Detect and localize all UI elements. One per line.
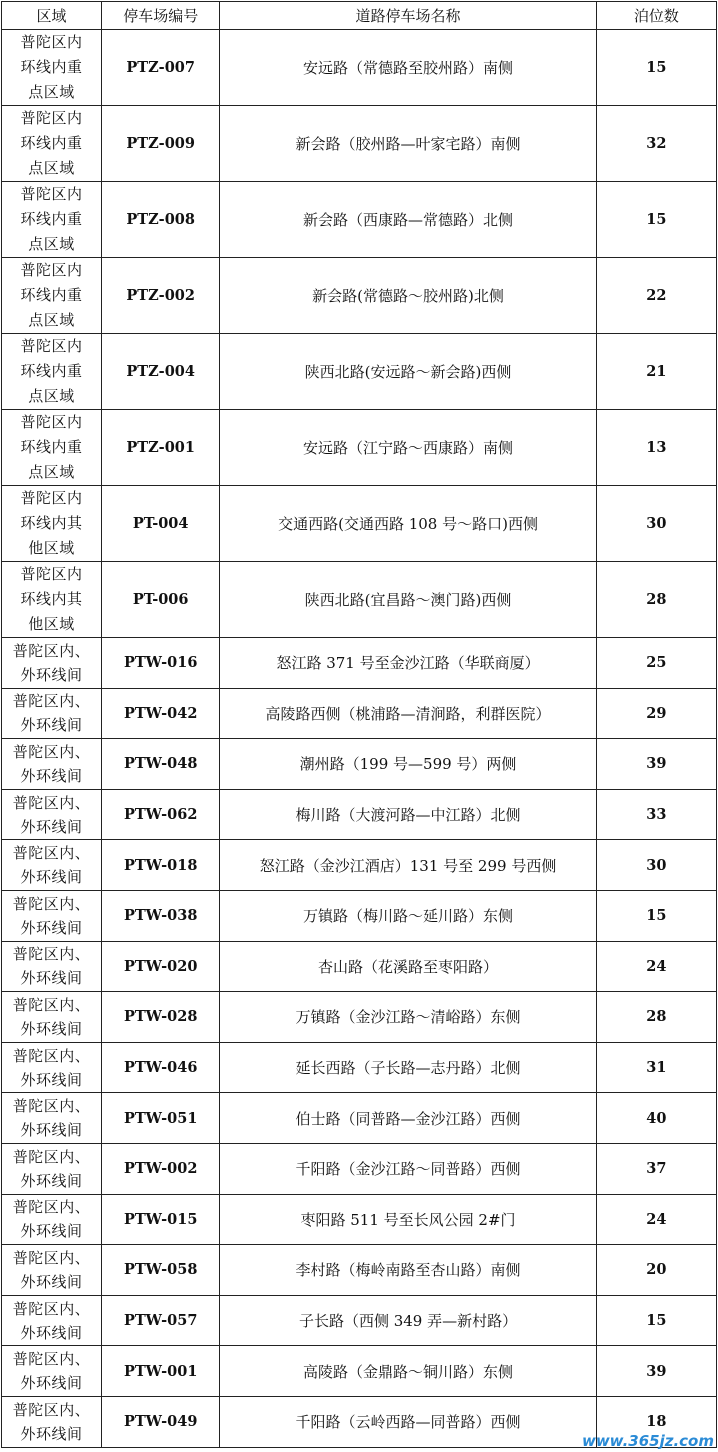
code-cell: PTW-058 bbox=[102, 1245, 220, 1296]
table-row bbox=[2, 1245, 717, 1296]
table-row bbox=[2, 1093, 717, 1144]
region-line: 普陀区内、 bbox=[12, 894, 91, 913]
code-cell: PTZ-008 bbox=[102, 182, 220, 258]
region-line: 普陀区内、 bbox=[12, 692, 91, 711]
table-row bbox=[2, 334, 717, 410]
count-cell: 13 bbox=[596, 410, 716, 486]
count-cell: 37 bbox=[596, 1143, 716, 1194]
table-row bbox=[2, 941, 717, 992]
count-cell: 15 bbox=[596, 890, 716, 941]
region-line: 环线内重 bbox=[20, 362, 83, 380]
region-line: 环线内其 bbox=[20, 590, 83, 608]
region-line: 外环线间 bbox=[20, 1424, 83, 1443]
name-cell: 怒江路 371 号至金沙江路（华联商厦） bbox=[220, 638, 597, 689]
region-line: 普陀区内 bbox=[20, 109, 83, 127]
name-cell: 怒江路（金沙江酒店）131 号至 299 号西侧 bbox=[220, 840, 597, 891]
code-cell: PTW-038 bbox=[102, 890, 220, 941]
region-cell bbox=[2, 688, 102, 739]
region-cell bbox=[2, 840, 102, 891]
code-cell: PTW-028 bbox=[102, 992, 220, 1043]
region-line: 普陀区内、 bbox=[12, 1147, 91, 1166]
region-line: 普陀区内、 bbox=[12, 742, 91, 761]
region-line: 外环线间 bbox=[20, 1374, 83, 1393]
name-cell: 伯士路（同普路—金沙江路）西侧 bbox=[220, 1093, 597, 1144]
region-cell bbox=[2, 486, 102, 562]
region-line: 普陀区内 bbox=[20, 261, 83, 279]
region-cell bbox=[2, 258, 102, 334]
region-cell bbox=[2, 1346, 102, 1397]
table-row bbox=[2, 688, 717, 739]
code-cell: PTZ-009 bbox=[102, 106, 220, 182]
code-cell: PTW-016 bbox=[102, 638, 220, 689]
region-line: 外环线间 bbox=[20, 665, 83, 684]
region-cell bbox=[2, 1396, 102, 1447]
code-cell: PTZ-001 bbox=[102, 410, 220, 486]
region-line: 外环线间 bbox=[20, 1272, 83, 1291]
region-cell bbox=[2, 562, 102, 638]
region-line: 外环线间 bbox=[20, 1323, 83, 1342]
table-row bbox=[2, 182, 717, 258]
name-cell: 陕西北路(安远路～新会路)西侧 bbox=[220, 334, 597, 410]
parking-table bbox=[1, 1, 717, 1448]
region-line: 普陀区内 bbox=[20, 185, 83, 203]
count-cell: 30 bbox=[596, 840, 716, 891]
region-line: 点区域 bbox=[28, 311, 75, 329]
count-cell: 21 bbox=[596, 334, 716, 410]
code-cell: PTW-049 bbox=[102, 1396, 220, 1447]
table-row bbox=[2, 789, 717, 840]
table-row bbox=[2, 30, 717, 106]
count-cell: 20 bbox=[596, 1245, 716, 1296]
header-count: 泊位数 bbox=[596, 2, 716, 30]
name-cell: 子长路（西侧 349 弄—新村路） bbox=[220, 1295, 597, 1346]
name-cell: 交通西路(交通西路 108 号～路口)西侧 bbox=[220, 486, 597, 562]
region-cell bbox=[2, 638, 102, 689]
region-cell bbox=[2, 1143, 102, 1194]
region-cell bbox=[2, 106, 102, 182]
header-row bbox=[2, 2, 717, 30]
count-cell: 32 bbox=[596, 106, 716, 182]
table-row bbox=[2, 992, 717, 1043]
region-line: 普陀区内、 bbox=[12, 995, 91, 1014]
region-line: 环线内重 bbox=[20, 58, 83, 76]
code-cell: PTW-046 bbox=[102, 1042, 220, 1093]
code-cell: PTW-051 bbox=[102, 1093, 220, 1144]
region-cell bbox=[2, 890, 102, 941]
region-cell bbox=[2, 410, 102, 486]
code-cell: PT-006 bbox=[102, 562, 220, 638]
region-line: 环线内重 bbox=[20, 286, 83, 304]
region-line: 外环线间 bbox=[20, 766, 83, 785]
code-cell: PTW-048 bbox=[102, 739, 220, 790]
region-line: 环线内重 bbox=[20, 438, 83, 456]
name-cell: 延长西路（子长路—志丹路）北侧 bbox=[220, 1042, 597, 1093]
name-cell: 新会路（西康路—常德路）北侧 bbox=[220, 182, 597, 258]
region-line: 外环线间 bbox=[20, 918, 83, 937]
region-line: 点区域 bbox=[28, 83, 75, 101]
region-line: 普陀区内 bbox=[20, 565, 83, 583]
code-cell: PTZ-002 bbox=[102, 258, 220, 334]
name-cell: 陕西北路(宜昌路～澳门路)西侧 bbox=[220, 562, 597, 638]
count-cell: 24 bbox=[596, 1194, 716, 1245]
region-line: 普陀区内、 bbox=[12, 1046, 91, 1065]
region-line: 外环线间 bbox=[20, 1070, 83, 1089]
code-cell: PTW-015 bbox=[102, 1194, 220, 1245]
count-cell: 15 bbox=[596, 182, 716, 258]
region-cell bbox=[2, 1042, 102, 1093]
header-name: 道路停车场名称 bbox=[220, 2, 597, 30]
table-row bbox=[2, 890, 717, 941]
count-cell: 28 bbox=[596, 562, 716, 638]
region-line: 外环线间 bbox=[20, 1019, 83, 1038]
region-cell bbox=[2, 739, 102, 790]
code-cell: PTW-002 bbox=[102, 1143, 220, 1194]
name-cell: 安远路（常德路至胶州路）南侧 bbox=[220, 30, 597, 106]
code-cell: PTZ-007 bbox=[102, 30, 220, 106]
region-line: 普陀区内、 bbox=[12, 1248, 91, 1267]
region-line: 普陀区内 bbox=[20, 413, 83, 431]
region-line: 普陀区内、 bbox=[12, 1400, 91, 1419]
name-cell: 梅川路（大渡河路—中江路）北侧 bbox=[220, 789, 597, 840]
code-cell: PTW-018 bbox=[102, 840, 220, 891]
region-line: 环线内其 bbox=[20, 514, 83, 532]
table-body bbox=[2, 30, 717, 1448]
count-cell: 31 bbox=[596, 1042, 716, 1093]
count-cell: 29 bbox=[596, 688, 716, 739]
region-line: 点区域 bbox=[28, 463, 75, 481]
table-row bbox=[2, 562, 717, 638]
region-cell bbox=[2, 334, 102, 410]
region-line: 普陀区内 bbox=[20, 337, 83, 355]
count-cell: 25 bbox=[596, 638, 716, 689]
region-line: 环线内重 bbox=[20, 210, 83, 228]
table-row bbox=[2, 486, 717, 562]
name-cell: 高陵路（金鼎路～铜川路）东侧 bbox=[220, 1346, 597, 1397]
region-line: 普陀区内 bbox=[20, 33, 83, 51]
table-row bbox=[2, 638, 717, 689]
region-line: 普陀区内、 bbox=[12, 1299, 91, 1318]
region-cell bbox=[2, 1295, 102, 1346]
region-line: 普陀区内、 bbox=[12, 641, 91, 660]
code-cell: PTW-020 bbox=[102, 941, 220, 992]
region-line: 外环线间 bbox=[20, 716, 83, 735]
table-row bbox=[2, 106, 717, 182]
count-cell: 15 bbox=[596, 1295, 716, 1346]
count-cell: 22 bbox=[596, 258, 716, 334]
region-line: 外环线间 bbox=[20, 817, 83, 836]
code-cell: PT-004 bbox=[102, 486, 220, 562]
count-cell: 24 bbox=[596, 941, 716, 992]
table-row bbox=[2, 258, 717, 334]
region-line: 外环线间 bbox=[20, 1121, 83, 1140]
name-cell: 新会路（胶州路—叶家宅路）南侧 bbox=[220, 106, 597, 182]
region-cell bbox=[2, 941, 102, 992]
name-cell: 李村路（梅岭南路至杏山路）南侧 bbox=[220, 1245, 597, 1296]
region-line: 点区域 bbox=[28, 235, 75, 253]
code-cell: PTW-057 bbox=[102, 1295, 220, 1346]
name-cell: 新会路(常德路～胶州路)北侧 bbox=[220, 258, 597, 334]
region-line: 他区域 bbox=[28, 615, 75, 633]
header-code: 停车场编号 bbox=[102, 2, 220, 30]
region-cell bbox=[2, 992, 102, 1043]
region-cell bbox=[2, 30, 102, 106]
table-row bbox=[2, 739, 717, 790]
table-row bbox=[2, 840, 717, 891]
count-cell: 18 bbox=[596, 1396, 716, 1447]
region-cell bbox=[2, 1093, 102, 1144]
table-row bbox=[2, 410, 717, 486]
region-line: 普陀区内、 bbox=[12, 1198, 91, 1217]
table-row bbox=[2, 1346, 717, 1397]
region-line: 外环线间 bbox=[20, 1222, 83, 1241]
name-cell: 千阳路（金沙江路～同普路）西侧 bbox=[220, 1143, 597, 1194]
region-line: 外环线间 bbox=[20, 868, 83, 887]
region-line: 普陀区内、 bbox=[12, 1350, 91, 1369]
count-cell: 15 bbox=[596, 30, 716, 106]
count-cell: 39 bbox=[596, 739, 716, 790]
header-region: 区域 bbox=[2, 2, 102, 30]
name-cell: 安远路（江宁路～西康路）南侧 bbox=[220, 410, 597, 486]
count-cell: 28 bbox=[596, 992, 716, 1043]
table-row bbox=[2, 1194, 717, 1245]
count-cell: 39 bbox=[596, 1346, 716, 1397]
count-cell: 33 bbox=[596, 789, 716, 840]
table-row bbox=[2, 1295, 717, 1346]
name-cell: 高陵路西侧（桃浦路—清涧路，利群医院） bbox=[220, 688, 597, 739]
region-line: 外环线间 bbox=[20, 1171, 83, 1190]
region-line: 点区域 bbox=[28, 159, 75, 177]
region-cell bbox=[2, 1194, 102, 1245]
region-cell bbox=[2, 789, 102, 840]
table-row bbox=[2, 1042, 717, 1093]
name-cell: 万镇路（梅川路～延川路）东侧 bbox=[220, 890, 597, 941]
region-line: 环线内重 bbox=[20, 134, 83, 152]
region-line: 普陀区内、 bbox=[12, 945, 91, 964]
region-line: 他区域 bbox=[28, 539, 75, 557]
table-row bbox=[2, 1143, 717, 1194]
code-cell: PTW-042 bbox=[102, 688, 220, 739]
region-line: 普陀区内、 bbox=[12, 793, 91, 812]
code-cell: PTZ-004 bbox=[102, 334, 220, 410]
count-cell: 40 bbox=[596, 1093, 716, 1144]
region-cell bbox=[2, 1245, 102, 1296]
name-cell: 万镇路（金沙江路～清峪路）东侧 bbox=[220, 992, 597, 1043]
code-cell: PTW-001 bbox=[102, 1346, 220, 1397]
region-line: 普陀区内 bbox=[20, 489, 83, 507]
watermark: www.365jz.com bbox=[581, 1432, 714, 1450]
name-cell: 潮州路（199 号—599 号）两侧 bbox=[220, 739, 597, 790]
code-cell: PTW-062 bbox=[102, 789, 220, 840]
region-line: 点区域 bbox=[28, 387, 75, 405]
name-cell: 千阳路（云岭西路—同普路）西侧 bbox=[220, 1396, 597, 1447]
name-cell: 杏山路（花溪路至枣阳路） bbox=[220, 941, 597, 992]
region-line: 普陀区内、 bbox=[12, 1097, 91, 1116]
count-cell: 30 bbox=[596, 486, 716, 562]
region-line: 外环线间 bbox=[20, 969, 83, 988]
region-cell bbox=[2, 182, 102, 258]
region-line: 普陀区内、 bbox=[12, 844, 91, 863]
name-cell: 枣阳路 511 号至长风公园 2#门 bbox=[220, 1194, 597, 1245]
